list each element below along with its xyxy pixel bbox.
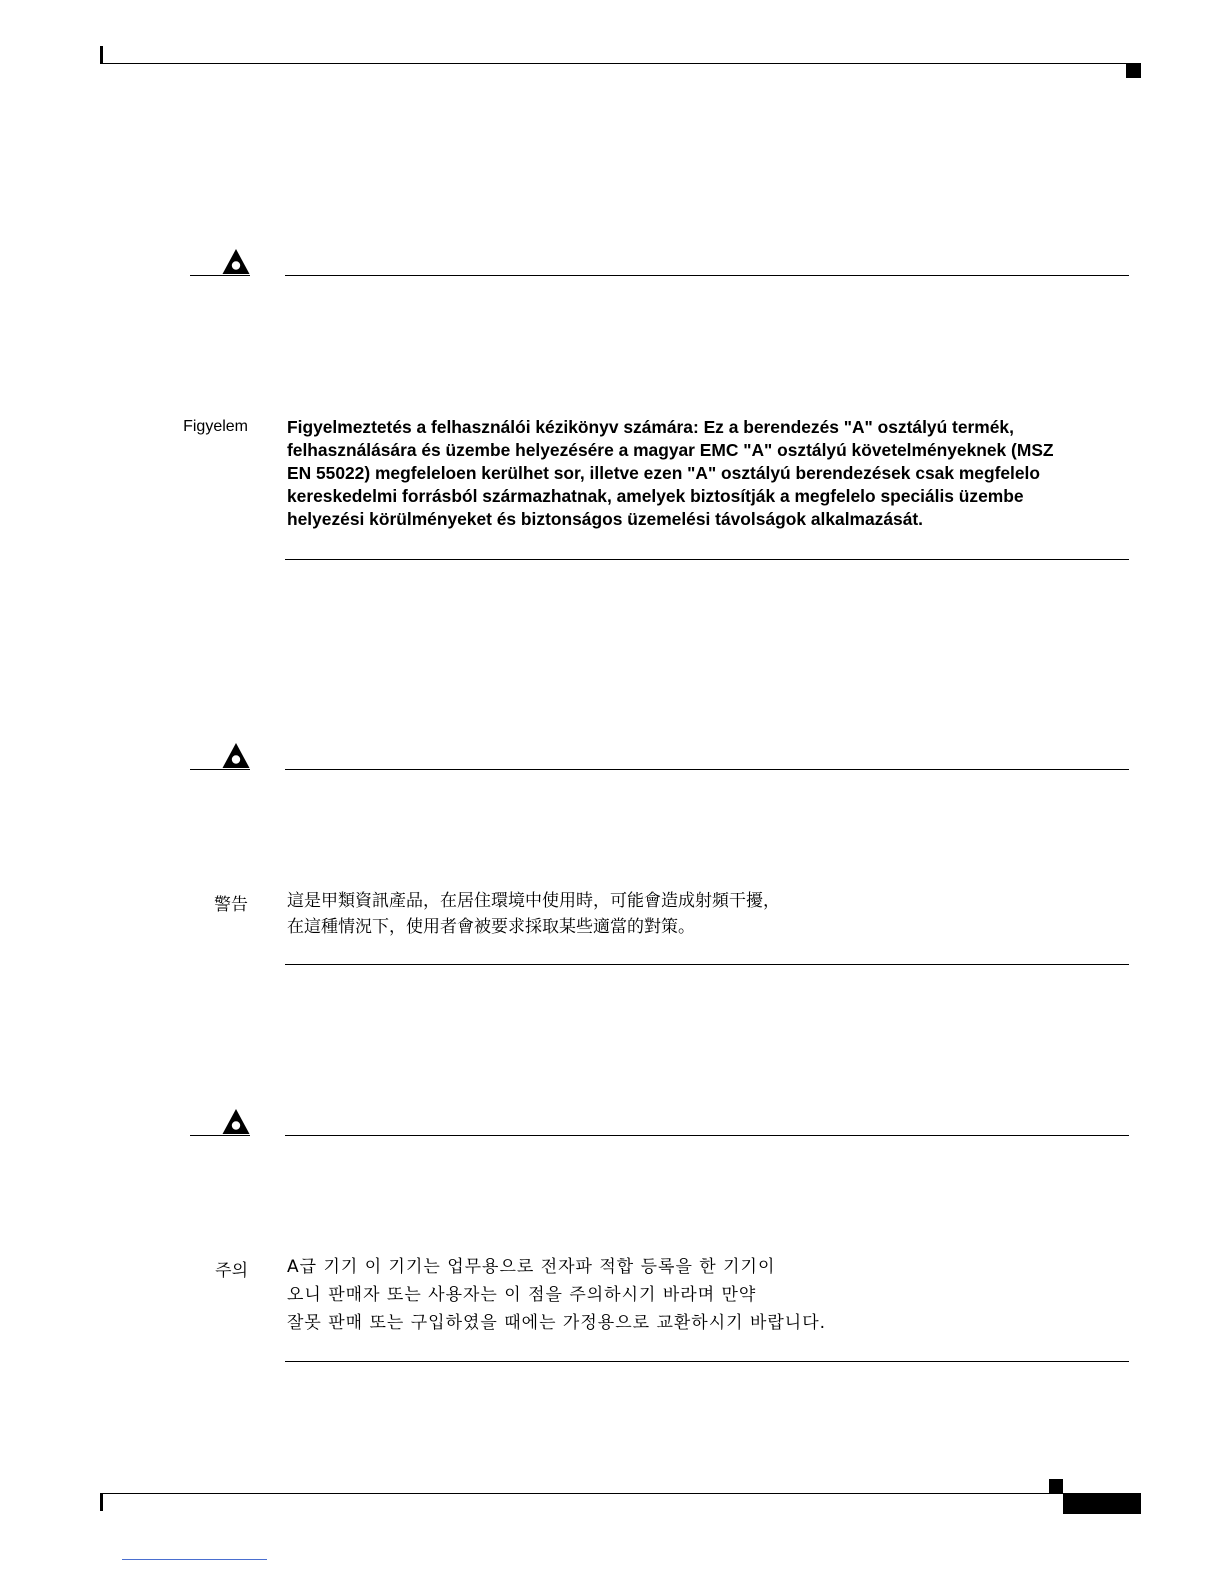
warning-text-line: 這是甲類資訊產品，在居住環境中使用時，可能會造成射頻干擾，	[287, 891, 780, 911]
warning-label: 주의	[215, 1261, 248, 1281]
warning-top-rule	[285, 769, 1129, 770]
warning-bottom-rule	[285, 1361, 1129, 1362]
warning-bottom-rule	[285, 559, 1129, 560]
warning-text-line: A급 기기 이 기기는 업무용으로 전자파 적합 등록을 한 기기이	[287, 1257, 776, 1277]
warning-text-line: felhasználására és üzembe helyezésére a magyar EMC "A" osztályú követelményeknek (MSZ	[287, 440, 1054, 460]
warning-icon	[190, 1106, 250, 1136]
warning-label: 警告	[214, 895, 248, 915]
warning-body	[287, 1253, 1129, 1337]
warning-top-rule	[285, 275, 1129, 276]
warning-text-line: EN 55022) megfeleloen kerülhet sor, illetve ezen "A" osztályú berendezések csak megfelelo	[287, 463, 1041, 483]
warning-label: Figyelem	[183, 418, 248, 435]
warning-bottom-rule	[285, 964, 1129, 965]
warning-text-line: helyezési körülményeket és biztonságos üzemelési távolságok alkalmazását.	[287, 509, 924, 529]
footer-rule	[100, 1493, 1141, 1494]
warning-text-line: kereskedelmi forrásból származhatnak, amelyek biztosítják a megfelelo speciális üzembe	[287, 486, 1024, 506]
header-margin-tick	[100, 46, 103, 64]
warning-icon	[190, 740, 250, 770]
footer-corner-marker	[1049, 1479, 1063, 1493]
warning-text-line: Figyelmeztetés a felhasználói kézikönyv számára: Ez a berendezés "A" osztályú termék,	[287, 417, 1014, 437]
footer-link-underline[interactable]	[122, 1559, 267, 1560]
footer-page-tab	[1063, 1493, 1141, 1514]
warning-text-line: 오니 판매자 또는 사용자는 이 점을 주의하시기 바라며 만약	[287, 1285, 757, 1305]
warning-body	[287, 416, 1129, 531]
header-rule	[100, 63, 1141, 64]
footer-margin-tick	[100, 1493, 103, 1511]
warning-text-line: 잘못 판매 또는 구입하였을 때에는 가정용으로 교환하시기 바랍니다.	[287, 1313, 827, 1333]
warning-text-line: 在這種情況下，使用者會被要求採取某些適當的對策。	[287, 917, 695, 937]
header-corner-marker	[1126, 64, 1141, 78]
warning-icon	[190, 246, 250, 276]
warning-top-rule	[285, 1135, 1129, 1136]
warning-body	[287, 888, 1129, 940]
